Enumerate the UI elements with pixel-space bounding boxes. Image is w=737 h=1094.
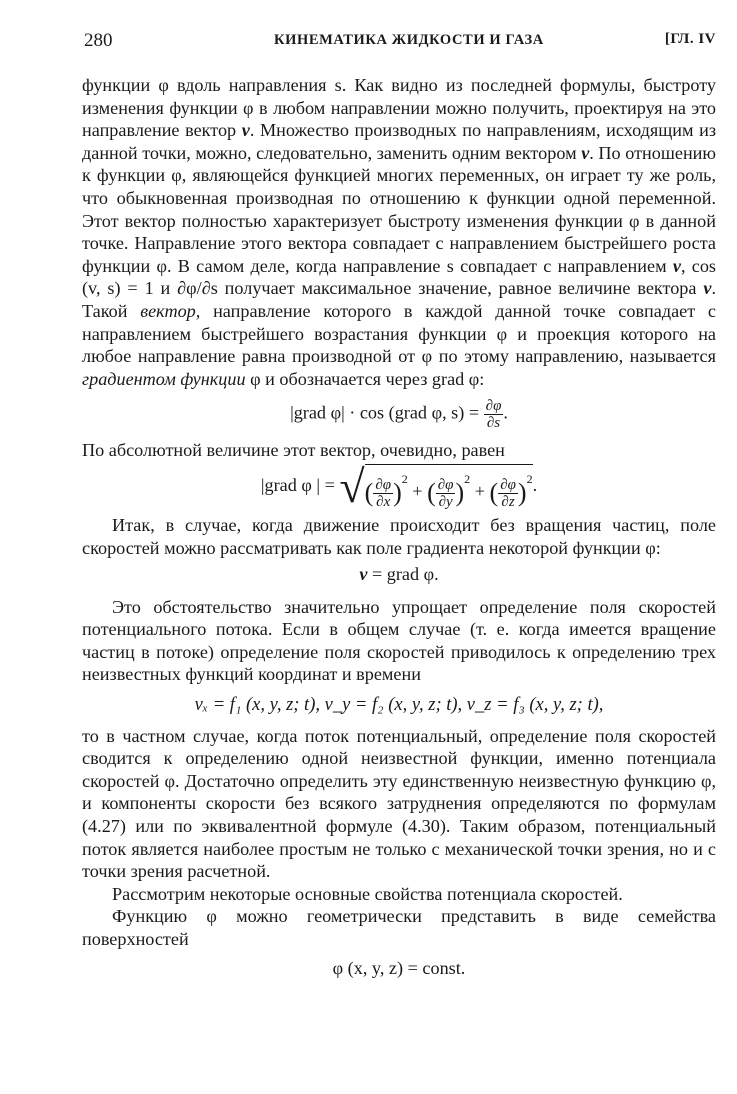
paragraph-surfaces — [82, 905, 716, 950]
paragraph-properties — [82, 883, 716, 906]
equation-velocity-components — [82, 694, 716, 717]
text-run: Итак, в случае, когда движение происходит без вращения частиц, поле скоростей можно рассматривать как поле градиента некоторой функции φ: — [82, 514, 716, 558]
radical-sign: √ — [339, 460, 365, 512]
page-body — [82, 74, 716, 979]
fraction-numerator: ∂φ — [485, 398, 502, 415]
text-run: функции φ вдоль направления s. Как видно из последней формулы, быстроту изменения функции φ в любом направлении можно получить, проектируя на это направление вектор — [82, 75, 716, 141]
italic-term-gradient: градиентом функции — [82, 368, 246, 389]
fraction-denominator: ∂s — [486, 415, 501, 432]
text-run: Рассмотрим некоторые основные свойства потенциала скоростей. — [112, 883, 623, 904]
exponent: 2 — [464, 472, 471, 487]
italic-term-vector: вектор, — [140, 300, 201, 321]
equation-level-surfaces — [82, 957, 716, 980]
vector-symbol: v — [241, 120, 250, 141]
vector-symbol: v — [672, 255, 681, 276]
text-run: По абсолютной величине этот вектор, очевидно, равен — [82, 440, 505, 461]
page-header — [84, 30, 716, 54]
paragraph-magnitude — [82, 439, 716, 462]
paragraph-simplification — [82, 596, 716, 686]
equation-end: . — [503, 402, 508, 423]
paragraph-potential-field — [82, 514, 716, 559]
square-root — [339, 460, 533, 512]
exponent: 2 — [401, 472, 408, 487]
text-run: φ и обозначается через grad φ: — [250, 368, 485, 389]
equation-text: vₓ = f₁ (x, y, z; t), v_y = f₂ (x, y, z; t), v_z = f₃ (x, y, z; t), — [194, 695, 604, 716]
running-title: КИНЕМАТИКА ЖИДКОСТИ И ГАЗА — [274, 32, 544, 48]
page-number: 280 — [84, 30, 113, 51]
equation-velocity-gradient — [82, 563, 716, 586]
vector-symbol: v — [581, 142, 590, 163]
vector-symbol: v — [359, 564, 368, 585]
plus-sign: + — [474, 481, 485, 502]
paragraph-gradient — [82, 74, 716, 390]
fraction — [484, 398, 504, 431]
fraction-denominator: ∂z — [501, 493, 515, 510]
equation-rest: = grad φ. — [367, 564, 439, 585]
fraction-denominator: ∂y — [438, 493, 453, 510]
fraction-denominator: ∂x — [376, 493, 391, 510]
fraction-numerator: ∂φ — [375, 476, 392, 493]
equation-gradient-magnitude — [82, 460, 716, 512]
text-run: . По отношению к функции φ, являющейся функцией многих переменных, он играет ту же роль, что обыкновенная производная по отношению к функции одной переменной. Этот вектор полностью характеризует быстроту изменения функции φ в данной точке. Направление этого вектора совпадает с направлением быстрейшего роста функции φ. В самом деле, когда направление s совпадает с направлением — [82, 142, 716, 276]
fraction-numerator: ∂φ — [500, 476, 516, 493]
equation-text: φ (x, y, z) = const. — [332, 957, 466, 978]
equation-left: |grad φ | = — [260, 475, 335, 496]
equation-gradient-projection — [82, 398, 716, 431]
text-run: , cos (v, s) = 1 и ∂φ/∂s получает максимальное значение, равное величине вектора — [82, 255, 716, 299]
fraction-numerator: ∂φ — [437, 476, 454, 493]
equation-end: . — [532, 475, 538, 496]
plus-sign: + — [412, 481, 423, 502]
text-run: то в частном случае, когда поток потенциальный, определение поля скоростей сводится к определению одной неизвестной функции, именно потенциала скоростей φ. Достаточно определить эту единственную неизвестную функцию φ, и компоненты скорости без всякого затруднения определяются по формулам (4.27) или по эквивалентной формуле (4.30). Таким образом, потенциальный поток является наиболее простым не только с механической точки зрения, но и с точки зрения расчетной. — [82, 725, 716, 882]
text-run: направление которого в каждой данной точке совпадает с направлением быстрейшего возрастания функции φ и проекция которого на любое направление равна производной от φ по этому направлению, называется — [82, 300, 717, 367]
text-run: . Множество производных по направлениям, исходящим из данной точки, можно, следовательно, заменить одним вектором — [82, 120, 717, 163]
text-run: Это обстоятельство значительно упрощает определение поля скоростей потенциального потока. Если в общем случае (т. е. когда имеется вращение частиц в потоке) определение поля скоростей приводилось к определению трех неизвестных функций координат и времени — [82, 596, 716, 685]
equation-left: |grad φ| · cos (grad φ, s) = — [290, 402, 480, 423]
radicand: ( $\frac{\partial\varphi}{\partial x}$ )$^2$ + ( $\frac{\partial\varphi}{\partial y}$ )$^2$ + ( $\frac{\partial\varphi}{\partial z}$ )$^2$ — [365, 464, 533, 509]
vector-symbol: v — [703, 278, 712, 299]
chapter-label: [ГЛ. IV — [664, 31, 716, 47]
text-run: . Такой — [82, 278, 716, 321]
exponent: 2 — [526, 472, 533, 487]
paragraph-potential-flow — [82, 725, 716, 883]
text-run: Функцию φ можно геометрически представить в виде семейства поверхностей — [82, 906, 716, 949]
